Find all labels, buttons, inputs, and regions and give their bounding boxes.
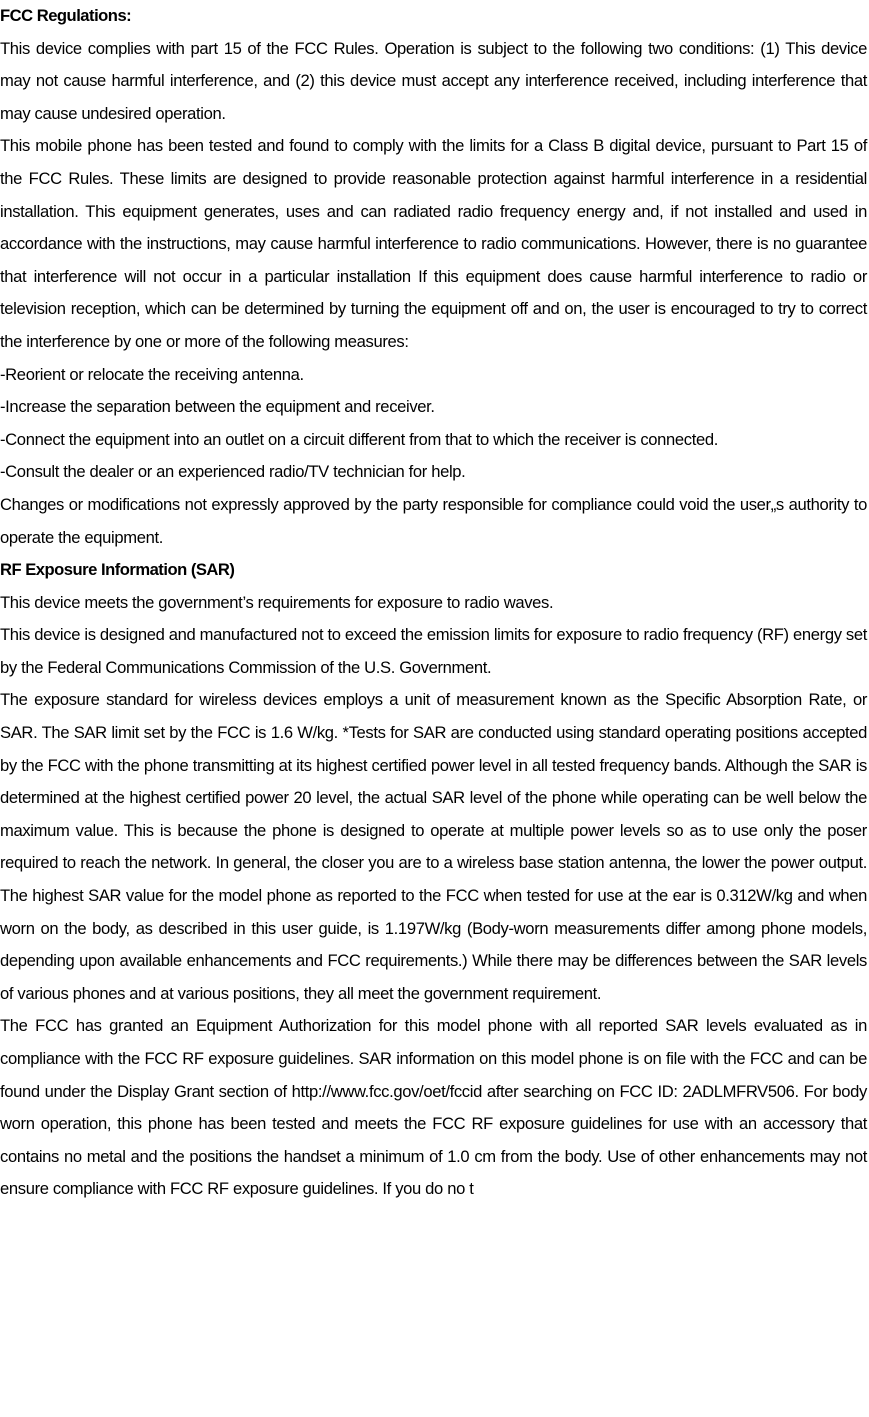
measure-item: -Increase the separation between the equipment and receiver. bbox=[0, 397, 435, 417]
sar-meets-paragraph: This device meets the government’s requirements for exposure to radio waves. bbox=[0, 592, 554, 612]
measure-item: -Reorient or relocate the receiving antenna. bbox=[0, 364, 304, 384]
fcc-regulations-heading: FCC Regulations: bbox=[0, 6, 132, 25]
measure-item: -Consult the dealer or an experienced radio/TV technician for help. bbox=[0, 462, 466, 482]
measure-item: -Connect the equipment into an outlet on a circuit different from that to which the receiver is connected. bbox=[0, 429, 719, 449]
fcc-compliance-paragraph: This device complies with part 15 of the FCC Rules. Operation is subject to the following two conditions: (1) This device may not cause harmful interference, and (2) this device must accept any interference received, including interference that may cause undesired operation. bbox=[0, 38, 867, 123]
class-b-paragraph: This mobile phone has been tested and found to comply with the limits for a Class B digital device, pursuant to Part 15 of the FCC Rules. These limits are designed to provide reasonable protection against harmful interference in a residential installation. This equipment generates, uses and can radiated radio frequency energy and, if not installed and used in accordance with the instructions, may cause harmful interference to radio communications. However, there is no guarantee that interference will not occur in a particular installation If this equipment does cause harmful interference to radio or television reception, which can be determined by turning the equipment off and on, the user is encouraged to try to correct the interference by one or more of the following measures: bbox=[0, 136, 867, 351]
sar-designed-paragraph: This device is designed and manufactured not to exceed the emission limits for exposure to radio frequency (RF) energy set by the Federal Communications Commission of the U.S. Government. bbox=[0, 625, 867, 677]
changes-paragraph: Changes or modifications not expressly approved by the party responsible for compliance could void the user„s authority to operate the equipment. bbox=[0, 494, 867, 547]
sar-authorization-paragraph: The FCC has granted an Equipment Authorization for this model phone with all reported SAR levels evaluated as in compliance with the FCC RF exposure guidelines. SAR information on this model phone is on file with the FCC and can be found under the Display Grant section of http://www.fcc.gov/oet/fccid after searching on FCC ID: 2ADLMFRV506. For body worn operation, this phone has been tested and meets the FCC RF exposure guidelines for use with an accessory that contains no metal and the positions the handset a minimum of 1.0 cm from the body. Use of other enhancements may not ensure compliance with FCC RF exposure guidelines. If you do no t bbox=[0, 1016, 867, 1199]
sar-standard-paragraph: The exposure standard for wireless devices employs a unit of measurement known as the Specific Absorption Rate, or SAR. The SAR limit set by the FCC is 1.6 W/kg. *Tests for SAR are conducted using standard operating positions accepted by the FCC with the phone transmitting at its highest certified power level in all tested frequency bands. Although the SAR is determined at the highest certified power 20 level, the actual SAR level of the phone while operating can be well below the maximum value. This is because the phone is designed to operate at multiple power levels so as to use only the poser required to reach the network. In general, the closer you are to a wireless base station antenna, the lower the power output. The highest SAR value for the model phone as reported to the FCC when tested for use at the ear is 0.312W/kg and when worn on the body, as described in this user guide, is 1.197W/kg (Body-worn measurements differ among phone models, depending upon available enhancements and FCC requirements.) While there may be differences between the SAR levels of various phones and at various positions, they all meet the government requirement. bbox=[0, 690, 867, 1003]
sar-heading: RF Exposure Information (SAR) bbox=[0, 560, 235, 580]
